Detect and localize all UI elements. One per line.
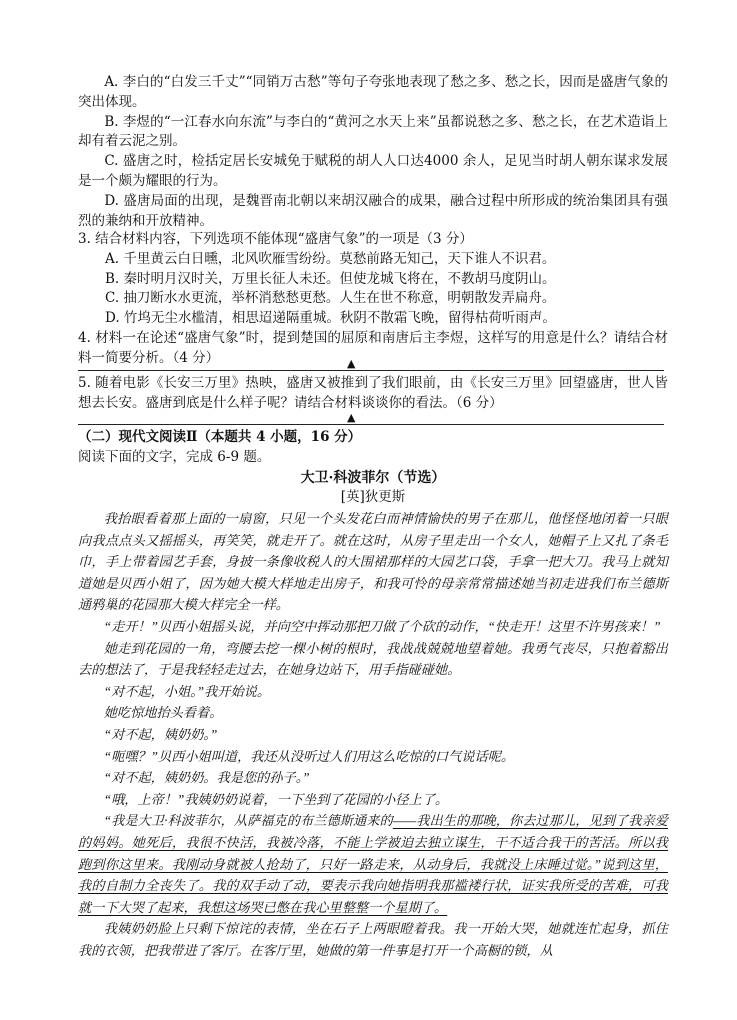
passage-title: 大卫·科波菲尔（节选） xyxy=(300,469,446,486)
passage-body xyxy=(78,508,668,961)
q3-option-a: A. 千里黄云白日曛，北风吹雁雪纷纷。莫愁前路无知己，天下谁人不识君。 xyxy=(105,250,556,267)
option-a: A. 李白的“白发三千丈”“同销万古愁”等句子夸张地表现了愁之多、愁之长，因而是盛唐气象的突出体现。 xyxy=(78,74,668,110)
answer-line-q5 xyxy=(78,424,664,425)
question-5 xyxy=(78,374,668,414)
underlined-passage: ——我出生的那晚，你去过那儿，见到了我亲爱的妈妈。她死后，我很不快活，我被冷落，不能上学被迫去独立谋生，干不适合我干的苦活。所以我跑到你这里来。我刚动身就被人抢劫了，只好一路走来，从动身后，我就没上床睡过觉。”说到这里，我的自制力全丧失了。我的双手动了动，要表示我向她指明我那褴褛行状，证实我所受的苦难，可我就一下大哭了起来，我想这场哭已憋在我心里整整一个星期了。 xyxy=(78,813,668,915)
q5-text: 5. 随着电影《长安三万里》热映，盛唐又被推到了我们眼前，由《长安三万里》回望盛唐，世人皆想去长安。盛唐到底是什么样子呢？请结合材料谈谈你的看法。（6 分） xyxy=(78,375,668,411)
section-2-heading: （二）现代文阅读Ⅱ（本题共 4 小题，16 分） xyxy=(78,429,362,445)
q4-text: 4. 材料一在论述“盛唐气象”时，提到楚国的屈原和南唐后主李煜，这样写的用意是什么？请结合材料一简要分析。（4 分） xyxy=(78,330,668,366)
story-line: “对不起，小姐。”我开始说。 xyxy=(103,683,271,699)
section-2-instruction: 阅读下面的文字，完成 6-9 题。 xyxy=(78,448,271,465)
story-line: “对不起，姨奶奶。” xyxy=(103,726,218,742)
answer-line-q4 xyxy=(78,370,664,371)
story-paragraph: 我姨奶奶脸上只剩下惊诧的表情，坐在石子上两眼瞪着我。我一开始大哭，她就连忙起身，抓住我的衣领，把我带进了客厅。在客厅里，她做的第一件事是打开一个高橱的锁，从 xyxy=(78,921,668,958)
story-line: 她吃惊地抬头看着。 xyxy=(103,705,223,721)
q2-options xyxy=(78,73,668,231)
q3-stem: 3. 结合材料内容，下列选项不能体现“盛唐气象”的一项是（3 分） xyxy=(78,231,473,247)
story-line: “哦，上帝！”我姨奶奶说着，一下坐到了花园的小径上了。 xyxy=(103,791,449,807)
story-paragraph: 她走到花园的一角，弯腰去挖一棵小树的根时，我战战兢兢地望着她。我勇气丧尽，只抱着豁出去的想法了，于是我轻轻走过去，在她身边站下，用手指碰碰她。 xyxy=(78,640,668,678)
option-c: C. 盛唐之时，检括定居长安城免于赋税的胡人人口达4000 余人，足见当时胡人朝东谋求发展是一个颇为耀眼的行为。 xyxy=(78,153,668,189)
story-paragraph: “走开！”贝西小姐摇头说，并向空中挥动那把刀做了个砍的动作，“快走开！这里不许男孩来！” xyxy=(103,618,661,634)
option-b: B. 李煜的“一江春水向东流”与李白的“黄河之水天上来”虽都说愁之多、愁之长，在艺术造诣上却有着云泥之别。 xyxy=(78,113,668,150)
question-4 xyxy=(78,329,668,369)
q3-option-d: D. 竹坞无尘水槛清，相思迢递隔重城。秋阴不散霜飞晚，留得枯荷听雨声。 xyxy=(105,310,556,327)
section-2-header xyxy=(78,428,668,507)
option-d: D. 盛唐局面的出现，是魏晋南北朝以来胡汉融合的成果，融合过程中所形成的统治集团具有强烈的兼纳和开放精神。 xyxy=(78,192,668,229)
answer-marker-q4: ▲ xyxy=(347,357,356,370)
story-paragraph-underlined xyxy=(78,810,668,918)
story-line: “对不起，姨奶奶。我是您的孙子。” xyxy=(103,770,310,786)
q3-option-b: B. 秦时明月汉时关，万里长征人未还。但使龙城飞将在，不教胡马度阴山。 xyxy=(105,270,556,287)
story-paragraph: 我抬眼看着那上面的一扇窗，只见一个头发花白而神情愉快的男子在那儿，他怪怪地闭着一只眼向我点点头又摇摇头，再笑笑，就走开了。就在这时，从房子里走出一个女人，她帽子上又扎了条毛巾，手上带着园艺手套，身披一条像收税人的大围裙那样的大园艺口袋，手拿一把大刀。我马上就知道她是贝西小姐了，因为她大模大样地走出房子，和我可怜的母亲常常描述她当初走进我们布兰德斯通鸦巢的花园那大模大样完全一样。 xyxy=(78,511,668,613)
question-3 xyxy=(78,230,668,329)
answer-marker-q5: ▲ xyxy=(347,411,356,424)
q3-option-c: C. 抽刀断水水更流，举杯消愁愁更愁。人生在世不称意，明朝散发弄扁舟。 xyxy=(105,290,556,307)
story-text: “我是大卫·科波菲尔，从萨福克的布兰德斯通来的 xyxy=(103,813,393,829)
passage-author: [英]狄更斯 xyxy=(340,488,406,505)
story-line: “呃嘿？”贝西小姐叫道，我还从没听过人们用这么吃惊的口气说话呢。 xyxy=(103,748,515,764)
